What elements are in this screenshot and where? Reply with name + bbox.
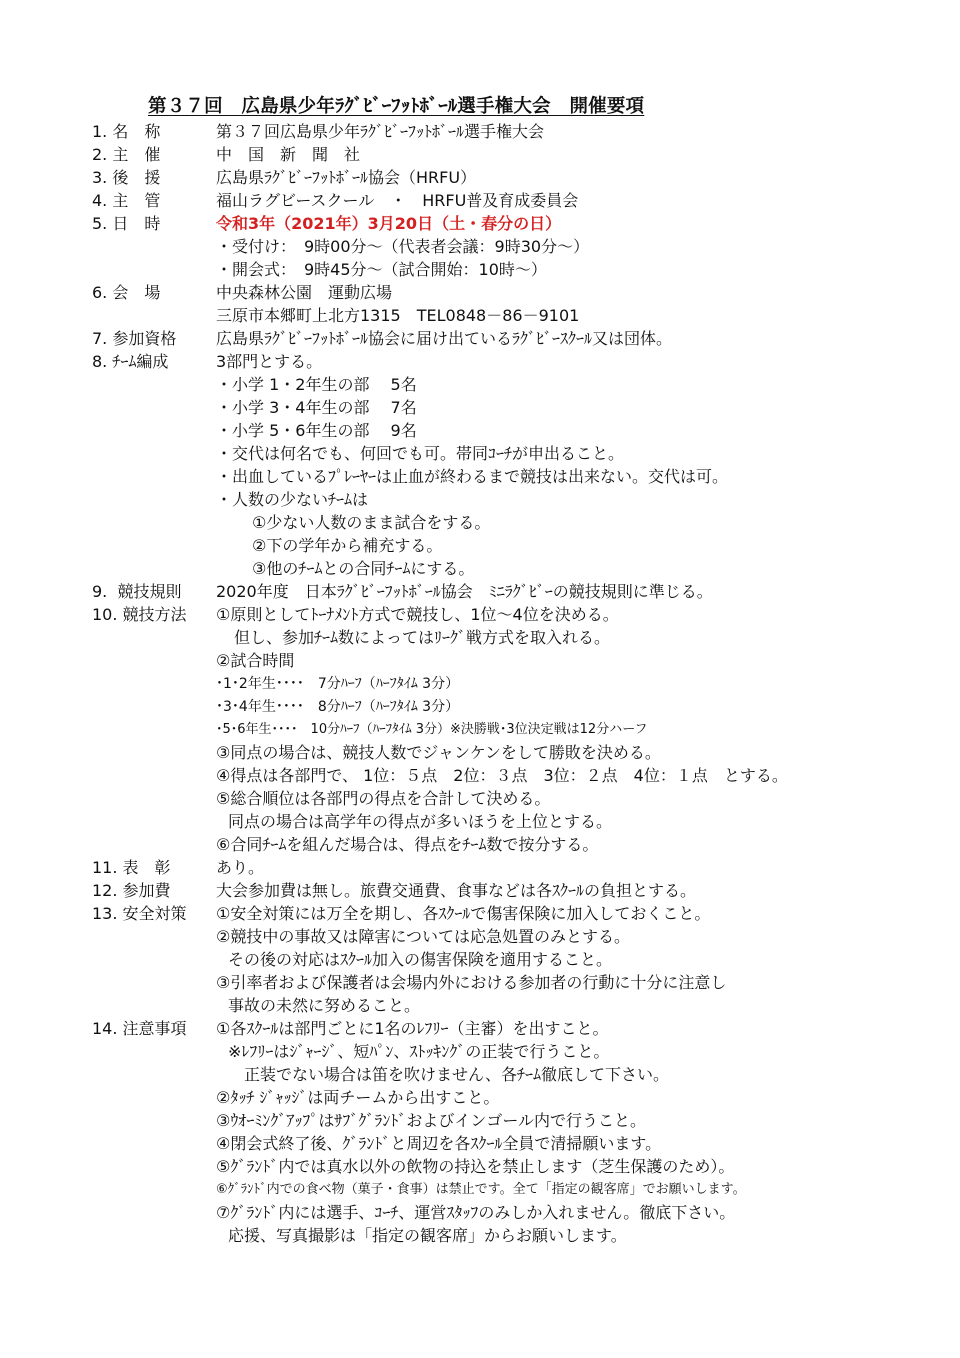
- section-line: ①安全対策には万全を期し、各ｽｸｰﾙで傷害保険に加入しておくこと。: [216, 904, 711, 923]
- section-line: ③同点の場合は、競技人数でジャンケンをして勝敗を決める。: [216, 743, 661, 762]
- section-line: ⑥合同ﾁｰﾑを組んだ場合は、得点をﾁｰﾑ数で按分する。: [216, 835, 599, 854]
- section-line: ・人数の少ないﾁｰﾑは: [216, 490, 369, 509]
- section-line: ・小学 5・6年生の部 9名: [216, 421, 417, 440]
- section-label-eligibility: 7. 参加資格: [92, 329, 177, 348]
- section-line: ②試合時間: [216, 651, 295, 670]
- section-line: 広島県ﾗｸﾞﾋﾞｰﾌｯﾄﾎﾞｰﾙ協会に届け出ているﾗｸﾞﾋﾞｰｽｸｰﾙ又は団体。: [216, 329, 673, 348]
- section-line: 事故の未然に努めること。: [228, 996, 421, 1015]
- section-label-management: 4. 主 管: [92, 191, 161, 210]
- section-line: ･5･6年生････ 10分ﾊｰﾌ（ﾊｰﾌﾀｲﾑ 3分）※決勝戦･3位決定戦は12分ハーフ: [216, 722, 648, 737]
- section-line: ③他のﾁｰﾑとの合同ﾁｰﾑにする。: [252, 559, 475, 578]
- event-date: 令和3年（2021年）3月20日（土・春分の日）: [216, 214, 562, 233]
- section-line: ⑤ｸﾞﾗﾝﾄﾞ内では真水以外の飲物の持込を禁止します（芝生保護のため）。: [216, 1157, 735, 1176]
- section-line: ・開会式： 9時45分～（試合開始：10時～）: [216, 260, 547, 279]
- section-label-rules: 9. 競技規則: [92, 582, 182, 601]
- document-title: 第３７回 広島県少年ﾗｸﾞﾋﾞｰﾌｯﾄﾎﾞｰﾙ選手権大会 開催要項: [148, 96, 645, 117]
- section-line: 第３７回広島県少年ﾗｸﾞﾋﾞｰﾌｯﾄﾎﾞｰﾙ選手権大会: [216, 122, 545, 141]
- section-line: その後の対応はｽｸｰﾙ加入の傷害保険を適用すること。: [228, 950, 613, 969]
- section-line: ･1･2年生････ 7分ﾊｰﾌ（ﾊｰﾌﾀｲﾑ 3分）: [216, 676, 460, 692]
- section-label-support: 3. 後 援: [92, 168, 161, 187]
- section-line: ・小学 3・4年生の部 7名: [216, 398, 417, 417]
- section-line: ・小学 1・2年生の部 5名: [216, 375, 417, 394]
- section-line: ②ﾀｯﾁ ｼﾞｬｯｼﾞは両チームから出すこと。: [216, 1088, 500, 1107]
- section-label-venue: 6. 会 場: [92, 283, 161, 302]
- section-line: 中 国 新 聞 社: [216, 145, 361, 164]
- section-line: 2020年度 日本ﾗｸﾞﾋﾞｰﾌｯﾄﾎﾞｰﾙ協会 ﾐﾆﾗｸﾞﾋﾞｰの競技規則に準じる。: [216, 582, 713, 601]
- section-line: ⑦ｸﾞﾗﾝﾄﾞ内には選手、ｺｰﾁ、運営ｽﾀｯﾌのみしか入れません。徹底下さい。: [216, 1203, 736, 1222]
- section-line: ・出血しているﾌﾟﾚｰﾔｰは止血が終わるまで競技は出来ない。交代は可。: [216, 467, 729, 486]
- section-line: 3部門とする。: [216, 352, 323, 371]
- section-label-organizer: 2. 主 催: [92, 145, 161, 164]
- section-label-datetime: 5. 日 時: [92, 214, 161, 233]
- section-line: ･3･4年生････ 8分ﾊｰﾌ（ﾊｰﾌﾀｲﾑ 3分）: [216, 699, 460, 715]
- section-line: 応援、写真撮影は「指定の観客席」からお願いします。: [228, 1226, 627, 1245]
- section-line: ⑤総合順位は各部門の得点を合計して決める。: [216, 789, 551, 808]
- section-line: 但し、参加ﾁｰﾑ数によってはﾘｰｸﾞ戦方式を取入れる。: [234, 628, 611, 647]
- section-line: 福山ラグビースクール ・ HRFU普及育成委員会: [216, 191, 579, 210]
- section-line: ①各ｽｸｰﾙは部門ごとに1名のﾚﾌﾘｰ（主審）を出すこと。: [216, 1019, 609, 1038]
- section-line: 大会参加費は無し。旅費交通費、食事などは各ｽｸｰﾙの負担とする。: [216, 881, 697, 900]
- section-line: 広島県ﾗｸﾞﾋﾞｰﾌｯﾄﾎﾞｰﾙ協会（HRFU）: [216, 168, 477, 187]
- section-label-award: 11. 表 彰: [92, 858, 171, 877]
- section-line: 中央森林公園 運動広場: [216, 283, 393, 302]
- section-line: ④得点は各部門で、 1位：５点 2位：３点 3位：２点 4位：１点 とする。: [216, 766, 788, 785]
- section-line: 正装でない場合は笛を吹けません、各ﾁｰﾑ徹底して下さい。: [244, 1065, 669, 1084]
- section-line: ①原則としてﾄｰﾅﾒﾝﾄ方式で競技し、1位～4位を決める。: [216, 605, 619, 624]
- section-line: ③引率者および保護者は会場内外における参加者の行動に十分に注意し: [216, 973, 727, 992]
- section-line: ※ﾚﾌﾘｰはｼﾞｬｰｼﾞ、短ﾊﾟﾝ、ｽﾄｯｷﾝｸﾞの正装で行うこと。: [228, 1042, 610, 1061]
- section-line: ⑥ｸﾞﾗﾝﾄﾞ内での食べ物（菓子・食事）は禁止です。全て「指定の観客席」でお願いします。: [216, 1182, 746, 1197]
- section-label-method: 10. 競技方法: [92, 605, 187, 624]
- section-line: ・交代は何名でも、何回でも可。帯同ｺｰﾁが申出ること。: [216, 444, 625, 463]
- section-line: ③ｳｵｰﾐﾝｸﾞｱｯﾌﾟはｻﾌﾞｸﾞﾗﾝﾄﾞおよびインゴール内で行うこと。: [216, 1111, 647, 1130]
- section-line: ②下の学年から補充する。: [252, 536, 443, 555]
- section-label-name: 1. 名 称: [92, 122, 161, 141]
- section-line: ④閉会式終了後、ｸﾞﾗﾝﾄﾞと周辺を各ｽｸｰﾙ全員で清掃願います。: [216, 1134, 662, 1153]
- section-line: 三原市本郷町上北方1315 TEL0848－86－9101: [216, 306, 580, 325]
- section-label-safety: 13. 安全対策: [92, 904, 187, 923]
- section-line: あり。: [216, 858, 265, 877]
- section-label-notes: 14. 注意事項: [92, 1019, 187, 1038]
- section-line: ・受付け： 9時00分～（代表者会議：9時30分～）: [216, 237, 590, 256]
- section-line: ①少ない人数のまま試合をする。: [252, 513, 491, 532]
- section-label-fee: 12. 参加費: [92, 881, 171, 900]
- section-line: 同点の場合は高学年の得点が多いほうを上位とする。: [228, 812, 613, 831]
- section-label-team: 8. ﾁｰﾑ編成: [92, 352, 169, 371]
- section-line: ②競技中の事故又は障害については応急処置のみとする。: [216, 927, 631, 946]
